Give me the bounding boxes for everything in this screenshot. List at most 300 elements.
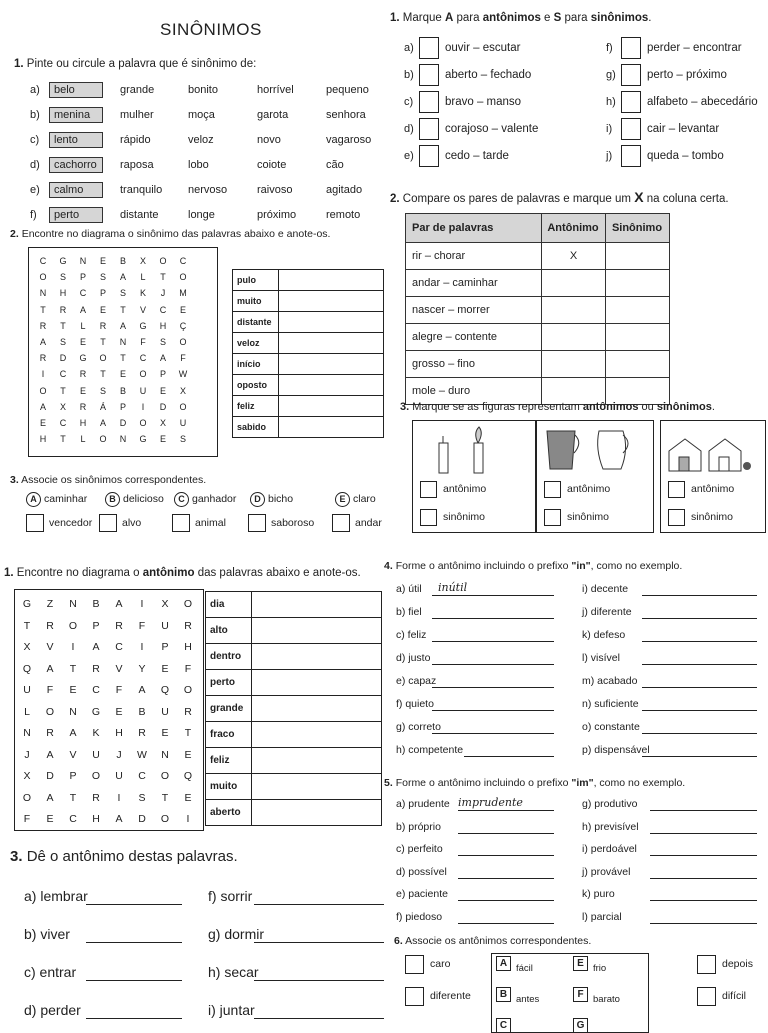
s1-option[interactable]: garota — [257, 109, 289, 121]
b1-grid-letter[interactable]: X — [23, 641, 31, 653]
b6-left-box[interactable] — [405, 987, 424, 1006]
b3-answer-line[interactable] — [86, 1018, 182, 1019]
r1-item-text: bravo – manso — [445, 96, 522, 108]
b1-grid-letter[interactable]: S — [138, 791, 146, 804]
r2-sinonimo-cell[interactable] — [606, 243, 670, 270]
s2-table-answer-cell[interactable] — [279, 270, 384, 291]
s2-grid-letter[interactable]: R — [99, 320, 107, 331]
r3-candles-sinonimo-checkbox[interactable] — [420, 509, 437, 526]
r1-item-box[interactable] — [621, 64, 641, 86]
s2-grid-letter[interactable]: C — [79, 288, 87, 299]
b1-grid-letter[interactable]: X — [23, 770, 31, 782]
s2-grid-letter[interactable]: A — [39, 337, 46, 347]
s2-grid-letter[interactable]: U — [139, 385, 147, 396]
s2-grid-letter[interactable]: O — [179, 401, 187, 412]
b1-table-answer-cell[interactable] — [252, 800, 382, 826]
b1-grid-letter[interactable]: P — [161, 641, 169, 653]
b4-answer-line[interactable] — [432, 618, 554, 619]
s1-option[interactable]: tranquilo — [120, 184, 163, 196]
s2-table-answer-cell[interactable] — [279, 354, 384, 375]
s2-grid-letter[interactable]: B — [119, 256, 126, 266]
r1-item-box[interactable] — [419, 64, 439, 86]
b1-grid-letter[interactable]: I — [140, 598, 144, 610]
b1-grid-letter[interactable]: X — [161, 598, 169, 610]
s2-grid-letter[interactable]: L — [80, 320, 86, 331]
r1-item-box[interactable] — [419, 37, 439, 59]
s2-grid-letter[interactable]: T — [60, 434, 66, 445]
s2-grid-letter[interactable]: T — [60, 385, 66, 396]
s2-grid-letter[interactable]: C — [39, 256, 47, 266]
s2-grid-letter[interactable]: C — [159, 304, 167, 315]
b5-answer-line[interactable] — [458, 855, 554, 856]
b1-grid-letter[interactable]: A — [46, 791, 54, 804]
b1-grid-letter[interactable]: A — [46, 748, 54, 761]
b1-grid-letter[interactable]: C — [115, 641, 123, 653]
s1-option[interactable]: nervoso — [188, 184, 228, 196]
s1-option[interactable]: distante — [120, 209, 159, 221]
s2-grid-letter[interactable]: F — [180, 353, 186, 364]
s2-grid-letter[interactable]: O — [139, 369, 147, 380]
r1-item-box[interactable] — [419, 145, 439, 167]
s2-grid-letter[interactable]: E — [179, 304, 186, 315]
b4-answer-line[interactable] — [642, 664, 757, 665]
s2-grid-letter[interactable]: T — [120, 353, 126, 364]
b1-grid-letter[interactable]: N — [23, 727, 31, 739]
b1-grid-letter[interactable]: I — [117, 791, 121, 804]
b1-grid-letter[interactable]: R — [138, 727, 146, 739]
b5-answer-line[interactable] — [650, 855, 757, 856]
b6-right-box[interactable] — [697, 987, 716, 1006]
s2-grid-letter[interactable]: T — [120, 304, 126, 315]
s2-grid-letter[interactable]: T — [160, 272, 166, 283]
s2-grid-letter[interactable]: R — [39, 320, 47, 331]
b1-grid-letter[interactable]: E — [46, 813, 54, 825]
b1-grid-letter[interactable]: N — [69, 705, 77, 718]
b1-grid-letter[interactable]: O — [22, 791, 32, 804]
b1-grid-letter[interactable]: V — [69, 748, 77, 761]
b1-grid-letter[interactable]: F — [23, 813, 31, 825]
s2-grid-letter[interactable]: S — [99, 272, 106, 283]
r2-sinonimo-cell[interactable] — [606, 297, 670, 324]
b1-grid-letter[interactable]: H — [115, 727, 123, 739]
b1-grid-letter[interactable]: O — [91, 770, 101, 782]
b4-answer-line[interactable] — [642, 733, 757, 734]
s3-answer-box[interactable] — [26, 514, 44, 532]
s2-table-answer-cell[interactable] — [279, 333, 384, 354]
s2-grid-letter[interactable]: X — [59, 401, 66, 412]
b1-grid-letter[interactable]: O — [183, 684, 193, 696]
r3-jugs-sinonimo-checkbox[interactable] — [544, 509, 561, 526]
s2-table-answer-cell[interactable] — [279, 312, 384, 333]
r2-sinonimo-cell[interactable] — [606, 324, 670, 351]
r3-candles-antonimo-checkbox[interactable] — [420, 481, 437, 498]
r1-item-box[interactable] — [621, 145, 641, 167]
b1-grid-letter[interactable]: Q — [160, 684, 170, 696]
s2-grid-letter[interactable]: P — [99, 288, 106, 299]
b4-answer-line[interactable] — [432, 687, 554, 688]
b1-table-answer-cell[interactable] — [252, 592, 382, 618]
s2-grid-letter[interactable]: I — [141, 401, 145, 412]
b1-grid-letter[interactable]: B — [138, 705, 146, 718]
s2-table-answer-cell[interactable] — [279, 396, 384, 417]
r3-jugs-antonimo-checkbox[interactable] — [544, 481, 561, 498]
b1-grid-letter[interactable]: A — [69, 727, 77, 739]
s2-grid-letter[interactable]: N — [79, 256, 87, 266]
r2-antonimo-cell[interactable] — [542, 351, 606, 378]
s1-option[interactable]: raivoso — [257, 184, 293, 196]
b1-grid-letter[interactable]: T — [69, 662, 77, 675]
b1-grid-letter[interactable]: F — [46, 684, 54, 696]
b1-grid-letter[interactable]: O — [183, 598, 193, 610]
b1-grid-letter[interactable]: G — [22, 598, 32, 610]
s2-grid-letter[interactable]: S — [159, 337, 166, 347]
s2-grid-letter[interactable]: E — [159, 385, 166, 396]
b1-grid-letter[interactable]: R — [46, 727, 54, 739]
b1-grid-letter[interactable]: V — [46, 641, 54, 653]
b1-grid-letter[interactable]: H — [92, 813, 100, 825]
b6-right-box[interactable] — [697, 955, 716, 974]
s2-grid-letter[interactable]: O — [179, 337, 187, 347]
b1-grid-letter[interactable]: U — [92, 748, 100, 761]
s1-option[interactable]: longe — [188, 209, 215, 221]
b1-grid-letter[interactable]: A — [115, 813, 123, 825]
s2-grid-letter[interactable]: W — [178, 369, 188, 380]
b1-grid-letter[interactable]: A — [46, 662, 54, 675]
b4-answer-line[interactable] — [432, 595, 554, 596]
b3-answer-line[interactable] — [254, 942, 384, 943]
s2-grid-letter[interactable]: P — [159, 369, 166, 380]
b4-answer-line[interactable] — [432, 641, 554, 642]
b1-grid-letter[interactable]: R — [184, 619, 192, 632]
b1-grid-letter[interactable]: Z — [46, 598, 54, 610]
s2-grid-letter[interactable]: E — [99, 256, 106, 266]
b1-grid-letter[interactable]: R — [46, 619, 54, 632]
s1-option[interactable]: pequeno — [326, 84, 369, 96]
s2-grid-letter[interactable]: N — [119, 337, 127, 347]
b1-grid-letter[interactable]: R — [184, 705, 192, 718]
s2-grid-letter[interactable]: C — [139, 353, 147, 364]
b5-answer-line[interactable] — [650, 810, 757, 811]
b5-answer-line[interactable] — [650, 833, 757, 834]
s2-grid-letter[interactable]: H — [39, 434, 47, 445]
b1-grid-letter[interactable]: A — [115, 598, 123, 610]
b1-grid-letter[interactable]: T — [69, 791, 77, 804]
b1-grid-letter[interactable]: J — [24, 748, 30, 761]
b5-answer-line[interactable] — [458, 833, 554, 834]
b1-grid-letter[interactable]: W — [137, 748, 147, 761]
s2-grid-letter[interactable]: X — [159, 418, 166, 428]
s1-option[interactable]: rápido — [120, 134, 151, 146]
b1-table-answer-cell[interactable] — [252, 722, 382, 748]
s2-grid-letter[interactable]: N — [39, 288, 47, 299]
s2-grid-letter[interactable]: C — [59, 369, 67, 380]
s1-option[interactable]: raposa — [120, 159, 154, 171]
s3-key-letter: D — [250, 492, 265, 507]
b1-grid-letter[interactable]: I — [186, 813, 190, 825]
b1-grid-letter[interactable]: E — [69, 684, 77, 696]
s1-prompt: Pinte ou circule a palavra que é sinônimo de: — [26, 58, 257, 70]
r1-item-box[interactable] — [621, 37, 641, 59]
b1-grid-letter[interactable]: T — [184, 727, 192, 739]
b1-table-answer-cell[interactable] — [252, 618, 382, 644]
s1-option[interactable]: agitado — [326, 184, 363, 196]
s2-grid-letter[interactable]: E — [39, 418, 46, 428]
b3-answer-line[interactable] — [254, 904, 384, 905]
b1-grid-letter[interactable]: A — [138, 684, 146, 696]
s1-option[interactable]: vagaroso — [326, 134, 372, 146]
s2-grid-letter[interactable]: A — [99, 418, 106, 428]
s1-option[interactable]: novo — [257, 134, 281, 146]
s1-option[interactable]: lobo — [188, 159, 209, 171]
s2-grid-letter[interactable]: P — [79, 272, 86, 283]
b3-answer-line[interactable] — [86, 980, 182, 981]
s2-grid-letter[interactable]: A — [159, 353, 166, 364]
s2-grid-letter[interactable]: X — [139, 256, 146, 266]
s2-grid-letter[interactable]: T — [40, 304, 46, 315]
b1-grid-letter[interactable]: B — [92, 598, 100, 610]
b1-grid-letter[interactable]: A — [92, 641, 100, 653]
s2-grid-letter[interactable]: S — [59, 337, 66, 347]
b3-answer-line[interactable] — [254, 980, 384, 981]
b5-answer-line[interactable] — [650, 878, 757, 879]
b1-grid-letter[interactable]: C — [138, 770, 146, 782]
b1-grid-letter[interactable]: I — [71, 641, 75, 653]
s2-grid-letter[interactable]: T — [100, 369, 106, 380]
b1-grid-letter[interactable]: N — [69, 598, 77, 610]
b4-answer-line[interactable] — [642, 618, 757, 619]
b1-grid-letter[interactable]: C — [69, 813, 77, 825]
b1-table-answer-cell[interactable] — [252, 774, 382, 800]
b4-answer-line[interactable] — [432, 664, 554, 665]
r1-item-box[interactable] — [419, 91, 439, 113]
s2-grid-letter[interactable]: X — [179, 385, 186, 396]
r1-item-box[interactable] — [419, 118, 439, 140]
b1-grid-letter[interactable]: O — [160, 770, 170, 782]
b5-answer-line[interactable] — [458, 878, 554, 879]
s1-option[interactable]: mulher — [120, 109, 154, 121]
b4-answer-line[interactable] — [642, 595, 757, 596]
s2-grid-letter[interactable]: A — [39, 401, 46, 412]
s3-answer-box[interactable] — [248, 514, 266, 532]
b3-answer-line[interactable] — [86, 942, 182, 943]
b1-table-answer-cell[interactable] — [252, 644, 382, 670]
s3-answer-box[interactable] — [172, 514, 190, 532]
s2-grid-letter[interactable]: G — [79, 353, 87, 364]
s2-grid-letter[interactable]: J — [160, 288, 166, 299]
b1-grid-letter[interactable]: Q — [183, 770, 193, 782]
s2-table-answer-cell[interactable] — [279, 417, 384, 438]
s2-grid-letter[interactable]: L — [140, 272, 146, 283]
b1-grid-letter[interactable]: L — [24, 705, 30, 718]
b1-table-answer-cell[interactable] — [252, 670, 382, 696]
b4-answer-line[interactable] — [642, 756, 757, 757]
b1-grid-letter[interactable]: I — [140, 641, 144, 653]
b1-grid-letter[interactable]: R — [115, 619, 123, 632]
b5-answer-line[interactable] — [458, 810, 554, 811]
b1-grid-letter[interactable]: F — [184, 662, 192, 675]
b1-grid-letter[interactable]: E — [184, 748, 192, 761]
s2-grid-letter[interactable]: R — [39, 353, 47, 364]
b1-grid-letter[interactable]: U — [161, 619, 169, 632]
s2-grid-letter[interactable]: V — [139, 304, 146, 315]
b1-grid-letter[interactable]: K — [92, 727, 100, 739]
b1-grid-letter[interactable]: E — [161, 727, 169, 739]
s2-grid-letter[interactable]: E — [159, 434, 166, 445]
s2-grid-letter[interactable]: R — [79, 369, 87, 380]
s1-option[interactable]: próximo — [257, 209, 297, 221]
r1-item-box[interactable] — [621, 91, 641, 113]
s1-option[interactable]: cão — [326, 159, 344, 171]
b1-grid-letter[interactable]: T — [23, 619, 31, 632]
s2-grid-letter[interactable]: S — [99, 385, 106, 396]
s2-grid-letter[interactable]: C — [179, 256, 187, 266]
r2-antonimo-cell[interactable] — [542, 270, 606, 297]
s2-grid-letter[interactable]: D — [59, 353, 67, 364]
s3-answer-box[interactable] — [332, 514, 350, 532]
s2-grid-letter[interactable]: P — [119, 401, 126, 412]
b1-grid-letter[interactable]: U — [161, 705, 169, 718]
s2-grid-letter[interactable]: S — [119, 288, 126, 299]
b1-grid-letter[interactable]: U — [115, 770, 123, 782]
r3-houses-sinonimo-checkbox[interactable] — [668, 509, 685, 526]
b1-grid-letter[interactable]: P — [69, 770, 77, 782]
s2-grid-letter[interactable]: G — [139, 434, 147, 445]
s2-grid-letter[interactable]: O — [39, 385, 47, 396]
s2-grid-letter[interactable]: O — [139, 418, 147, 428]
s2-grid-letter[interactable]: N — [119, 434, 127, 445]
b1-grid-letter[interactable]: F — [138, 619, 146, 632]
s2-grid-letter[interactable]: O — [99, 353, 107, 364]
s2-grid-letter[interactable]: B — [119, 385, 126, 396]
s2-grid-letter[interactable]: A — [79, 304, 86, 315]
s2-grid-letter[interactable]: Ç — [179, 320, 187, 331]
s2-grid-letter[interactable]: E — [119, 369, 126, 380]
s2-grid-letter[interactable]: E — [79, 385, 86, 396]
s1-option[interactable]: remoto — [326, 209, 361, 221]
s2-grid-letter[interactable]: A — [119, 272, 126, 283]
b1-grid-letter[interactable]: J — [116, 748, 122, 761]
s2-grid-letter[interactable]: G — [139, 320, 147, 331]
s2-grid-letter[interactable]: H — [79, 418, 87, 428]
b1-grid-letter[interactable]: R — [92, 791, 100, 804]
b1-grid-letter[interactable]: C — [92, 684, 100, 696]
s2-grid-letter[interactable]: A — [119, 320, 126, 331]
s2-grid-letter[interactable]: R — [59, 304, 67, 315]
s2-grid-letter[interactable]: H — [59, 288, 67, 299]
s2-grid-letter[interactable]: O — [99, 434, 107, 445]
b1-grid-letter[interactable]: V — [115, 662, 123, 675]
b5-answer-line[interactable] — [458, 923, 554, 924]
s2-grid-letter[interactable]: G — [59, 256, 67, 266]
s2-grid-letter[interactable]: I — [41, 369, 45, 380]
b3-answer-line[interactable] — [86, 904, 182, 905]
b1-grid-letter[interactable]: E — [115, 705, 123, 718]
s2-grid-letter[interactable]: E — [79, 337, 86, 347]
s2-grid-letter[interactable]: T — [60, 320, 66, 331]
b1-grid-letter[interactable]: N — [161, 748, 169, 761]
s1-option[interactable]: bonito — [188, 84, 218, 96]
b1-grid-letter[interactable]: D — [46, 770, 54, 782]
s2-grid-letter[interactable]: C — [59, 418, 67, 428]
b1-grid-letter[interactable]: G — [91, 705, 101, 718]
b1-grid-letter[interactable]: Y — [138, 662, 146, 675]
s2-grid-letter[interactable]: D — [159, 401, 167, 412]
b1-grid-letter[interactable]: U — [23, 684, 31, 696]
s2-table-answer-cell[interactable] — [279, 375, 384, 396]
b1-grid-letter[interactable]: T — [161, 791, 169, 804]
s2-grid-letter[interactable]: H — [159, 320, 167, 331]
r2-antonimo-cell[interactable]: X — [542, 243, 606, 270]
b4-answer-line[interactable] — [432, 710, 554, 711]
s2-grid-letter[interactable]: E — [99, 304, 106, 315]
r2-sinonimo-cell[interactable] — [606, 270, 670, 297]
r3-houses-antonimo-checkbox[interactable] — [668, 481, 685, 498]
s2-grid-letter[interactable]: O — [39, 272, 47, 283]
b1-grid-letter[interactable]: F — [115, 684, 123, 696]
s2-grid-letter[interactable]: R — [79, 401, 87, 412]
s1-option[interactable]: veloz — [188, 134, 214, 146]
s3-answer-box[interactable] — [99, 514, 117, 532]
b1-grid-letter[interactable]: Q — [22, 662, 32, 675]
b6-left-box[interactable] — [405, 955, 424, 974]
b4-answer-line[interactable] — [432, 733, 554, 734]
b1-grid-letter[interactable]: O — [160, 813, 170, 825]
r2-antonimo-cell[interactable] — [542, 324, 606, 351]
b4-answer-line[interactable] — [642, 710, 757, 711]
s1-option[interactable]: horrível — [257, 84, 294, 96]
s2-grid-letter[interactable]: K — [139, 288, 146, 299]
s2-grid-letter[interactable]: F — [140, 337, 146, 347]
b5-answer-line[interactable] — [650, 900, 757, 901]
s2-grid-letter[interactable]: L — [80, 434, 86, 445]
b4-answer-line[interactable] — [642, 641, 757, 642]
s2-grid-letter[interactable]: Á — [99, 401, 106, 412]
b1-grid-letter[interactable]: H — [184, 641, 192, 653]
b1-grid-letter[interactable]: E — [161, 662, 169, 675]
b5-answer-line[interactable] — [650, 923, 757, 924]
b1-grid-letter[interactable]: P — [92, 619, 100, 632]
s2-grid-letter[interactable]: O — [179, 272, 187, 283]
s1-option[interactable]: senhora — [326, 109, 366, 121]
s1-option[interactable]: grande — [120, 84, 155, 96]
s2-grid-letter[interactable]: S — [179, 434, 186, 445]
b4-answer-line[interactable] — [642, 687, 757, 688]
b1-table-answer-cell[interactable] — [252, 748, 382, 774]
s2-table-answer-cell[interactable] — [279, 291, 384, 312]
b1-grid-letter[interactable]: E — [184, 791, 192, 804]
s1-option[interactable]: moça — [188, 109, 215, 121]
b1-grid-letter[interactable]: R — [92, 662, 100, 675]
r2-sinonimo-cell[interactable] — [606, 351, 670, 378]
b4-answer-line[interactable] — [464, 756, 554, 757]
s2-grid-letter[interactable]: D — [119, 418, 127, 428]
s2-table-row — [233, 312, 384, 333]
s2-grid-letter[interactable]: O — [159, 256, 167, 266]
b1-table-answer-cell[interactable] — [252, 696, 382, 722]
s2-grid-letter[interactable]: S — [59, 272, 66, 283]
b5-answer-line[interactable] — [458, 900, 554, 901]
s1-option[interactable]: coiote — [257, 159, 287, 171]
r2-antonimo-cell[interactable] — [542, 297, 606, 324]
r1-item-box[interactable] — [621, 118, 641, 140]
b1-grid-letter[interactable]: O — [45, 705, 55, 718]
s2-grid-letter[interactable]: U — [179, 418, 187, 428]
b1-grid-letter[interactable]: O — [68, 619, 78, 632]
b3-answer-line[interactable] — [254, 1018, 384, 1019]
b1-grid-letter[interactable]: D — [138, 813, 146, 825]
s2-grid-letter[interactable]: M — [179, 288, 187, 299]
s2-grid-letter[interactable]: T — [100, 337, 106, 347]
